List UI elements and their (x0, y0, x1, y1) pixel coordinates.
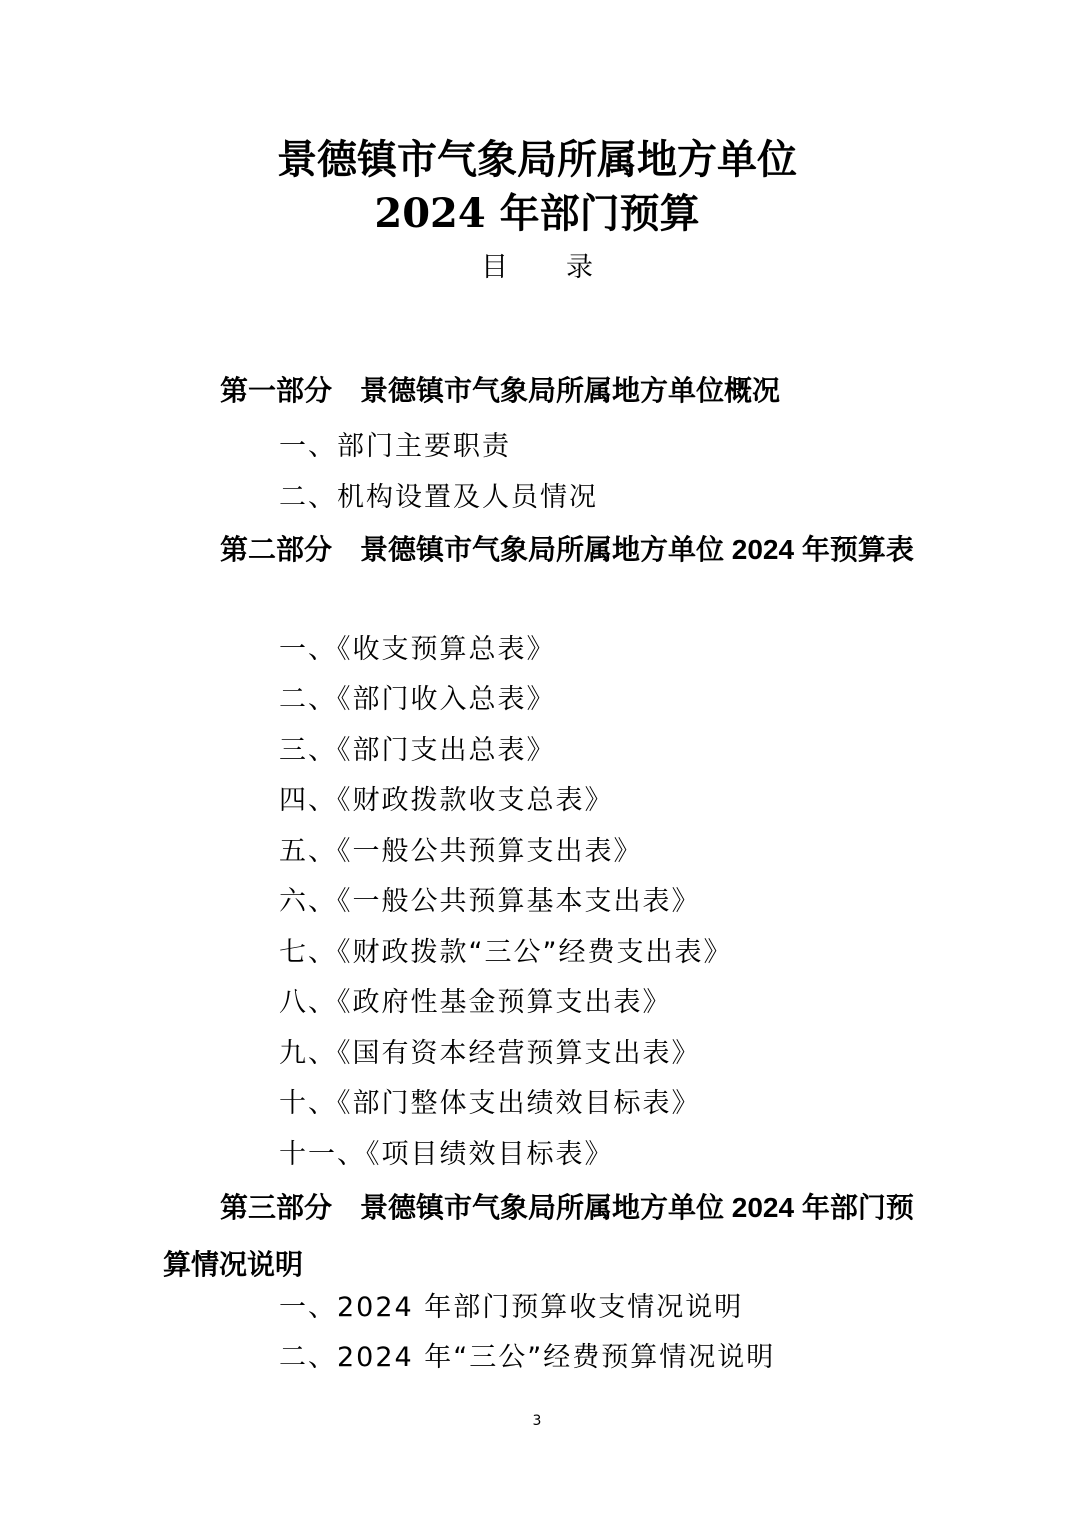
toc-part-2-item: 九、《国有资本经营预算支出表》 (279, 1038, 701, 1069)
toc-part-3-item: 二、2024 年“三公”经费预算情况说明 (279, 1342, 776, 1373)
toc-part-3-item: 一、2024 年部门预算收支情况说明 (279, 1292, 744, 1323)
toc-part-2-title: 第二部分 景德镇市气象局所属地方单位 2024 年预算表 (220, 534, 914, 565)
toc-part-1-title: 第一部分 景德镇市气象局所属地方单位概况 (220, 375, 781, 406)
toc-part-2-item: 一、《收支预算总表》 (279, 634, 556, 665)
toc-part-2-item: 十一、《项目绩效目标表》 (279, 1139, 614, 1170)
toc-part-2-item: 十、《部门整体支出绩效目标表》 (279, 1088, 701, 1119)
toc-part-1-item: 一、部门主要职责 (279, 431, 511, 462)
toc-part-2-item: 七、《财政拨款“三公”经费支出表》 (279, 937, 733, 968)
page-number: 3 (532, 1413, 542, 1429)
document-title-line-1: 景德镇市气象局所属地方单位 (277, 136, 797, 183)
document-title-line-2: 2024 年部门预算 (374, 190, 700, 237)
toc-part-2-item: 二、《部门收入总表》 (279, 684, 556, 715)
table-of-contents-heading: 目录 (481, 252, 651, 283)
toc-part-2-item: 三、《部门支出总表》 (279, 735, 556, 766)
toc-part-2-item: 五、《一般公共预算支出表》 (279, 836, 643, 867)
toc-part-1-item: 二、机构设置及人员情况 (279, 482, 598, 513)
toc-part-2-item: 六、《一般公共预算基本支出表》 (279, 886, 701, 917)
toc-part-2-item: 八、《政府性基金预算支出表》 (279, 987, 672, 1018)
toc-part-3-title: 第三部分 景德镇市气象局所属地方单位 2024 年部门预算情况说明 (163, 1192, 914, 1280)
toc-part-2-item: 四、《财政拨款收支总表》 (279, 785, 614, 816)
